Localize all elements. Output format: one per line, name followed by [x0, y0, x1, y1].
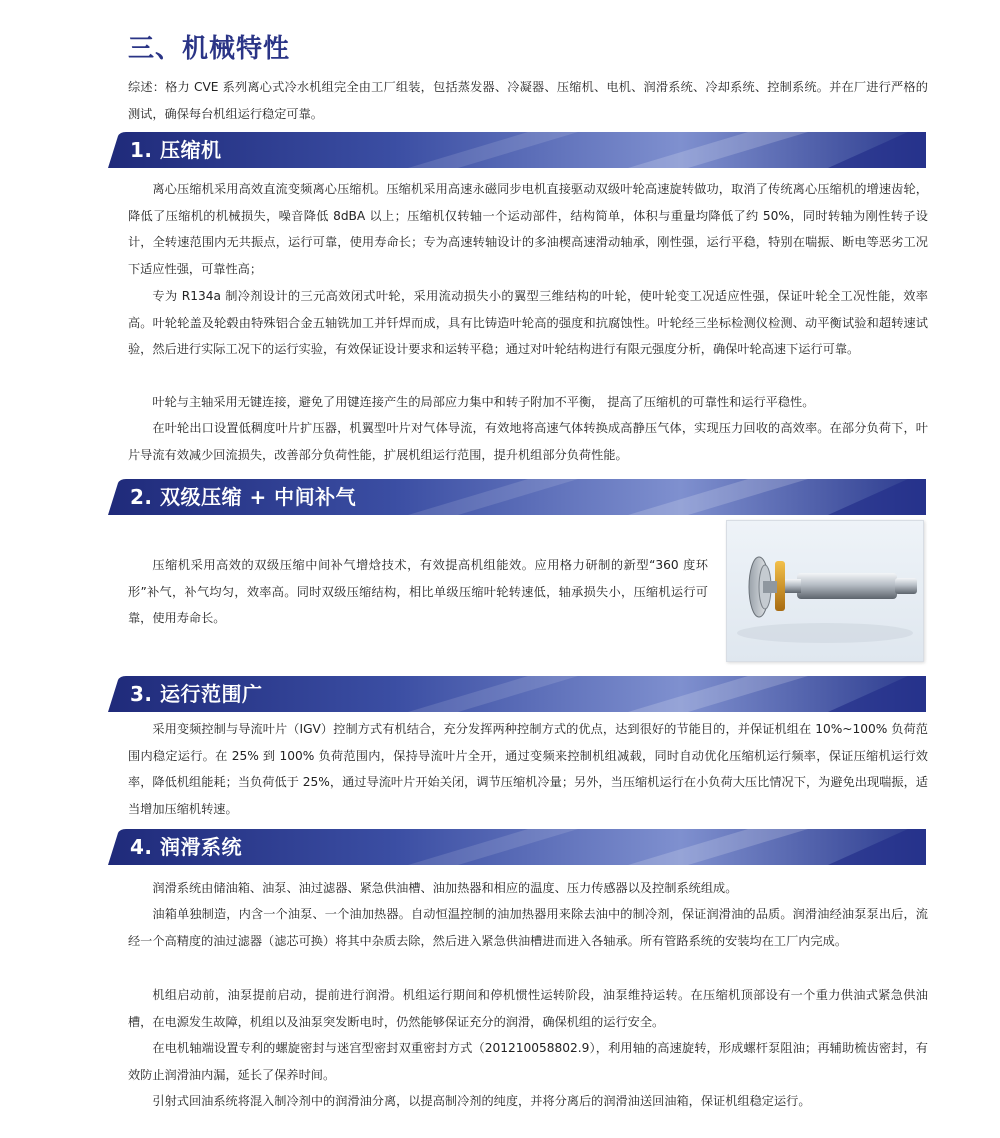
section-paragraph: 离心压缩机采用高效直流变频离心压缩机。压缩机采用高速永磁同步电机直接驱动双级叶轮高速旋转做功，取消了传统离心压缩机的增速齿轮，降低了压缩机的机械损失，噪音降低 8dBA 以上；压缩机仅转轴一个运动部件，结构简单，体积与重量均降低了约 50%，同时转轴为刚性转子设计，全转速范围内无共振点，运行可靠，使用寿命长；专为高速转轴设计的多油楔高速滑动轴承，刚性强，运行平稳，特别在喘振、断电等恶劣工况下适应性强，可靠性高； — [128, 182, 928, 276]
section-paragraph: 叶轮与主轴采用无键连接，避免了用键连接产生的局部应力集中和转子附加不平衡， 提高了压缩机的可靠性和运行平稳性。 — [152, 395, 815, 409]
section-heading: 1. 压缩机 — [130, 138, 222, 162]
section-paragraph: 专为 R134a 制冷剂设计的三元高效闭式叶轮，采用流动损失小的翼型三维结构的叶轮，使叶轮变工况适应性强，保证叶轮全工况性能，效率高。叶轮轮盖及轮毂由特殊铝合金五轴铣加工并钎焊而成，具有比铸造叶轮高的强度和抗腐蚀性。叶轮经三坐标检测仪检测、动平衡试验和超转速试验，然后进行实际工况下的运行实验，有效保证设计要求和运转平稳；通过对叶轮结构进行有限元强度分析，确保叶轮高速下运行可靠。 — [128, 289, 928, 356]
section-heading: 3. 运行范围广 — [130, 682, 263, 706]
section-paragraph: 油箱单独制造，内含一个油泵、一个油加热器。自动恒温控制的油加热器用来除去油中的制冷剂，保证润滑油的品质。润滑油经油泵泵出后，流经一个高精度的油过滤器（滤芯可换）将其中杂质去除，然后进入紧急供油槽进而进入各轴承。所有管路系统的安装均在工厂内完成。 — [128, 907, 928, 948]
section-heading: 4. 润滑系统 — [130, 835, 242, 859]
section-banner-compressor — [108, 132, 926, 168]
section-paragraph: 压缩机采用高效的双级压缩中间补气增焓技术，有效提高机组能效。应用格力研制的新型“360 度环形”补气，补气均匀，效率高。同时双级压缩结构，相比单级压缩叶轮转速低，轴承损失小，压缩机运行可靠，使用寿命长。 — [128, 558, 708, 625]
intro-paragraph: 综述：格力 CVE 系列离心式冷水机组完全由工厂组装，包括蒸发器、冷凝器、压缩机、电机、润滑系统、冷却系统、控制系统。并在厂进行严格的测试，确保每台机组运行稳定可靠。 — [128, 80, 928, 121]
compressor-rotor-image — [726, 520, 924, 662]
section-banner-lubrication — [108, 829, 926, 865]
section-paragraph: 机组启动前，油泵提前启动，提前进行润滑。机组运行期间和停机惯性运转阶段，油泵维持运转。在压缩机顶部设有一个重力供油式紧急供油槽，在电源发生故障，机组以及油泵突发断电时，仍然能够保证充分的润滑，确保机组的运行安全。 — [128, 988, 928, 1029]
section-paragraph: 润滑系统由储油箱、油泵、油过滤器、紧急供油槽、油加热器和相应的温度、压力传感器以及控制系统组成。 — [152, 881, 738, 895]
section-paragraph: 采用变频控制与导流叶片（IGV）控制方式有机结合，充分发挥两种控制方式的优点，达到很好的节能目的，并保证机组在 10%~100% 负荷范围内稳定运行。在 25% 到 100% 负荷范围内，保持导流叶片全开，通过变频来控制机组减载，同时自动优化压缩机运行频率，保证压缩机运行效率，降低机组能耗；当负荷低于 25%，通过导流叶片开始关闭，调节压缩机冷量；另外，当压缩机运行在小负荷大压比情况下，为避免出现喘振，适当增加压缩机转速。 — [128, 722, 928, 816]
section-paragraph: 在电机轴端设置专利的螺旋密封与迷宫型密封双重密封方式（201210058802.9），利用轴的高速旋转，形成螺杆泵阻油；再辅助梳齿密封，有效防止润滑油内漏，延长了保养时间。 — [128, 1041, 928, 1082]
banner-background — [108, 132, 926, 168]
section-paragraph: 在叶轮出口设置低稠度叶片扩压器，机翼型叶片对气体导流，有效地将高速气体转换成高静压气体，实现压力回收的高效率。在部分负荷下，叶片导流有效减少回流损失，改善部分负荷性能，扩展机组运行范围，提升机组部分负荷性能。 — [128, 421, 928, 462]
section-banner-operating-range — [108, 676, 926, 712]
page-title: 三、机械特性 — [128, 34, 291, 64]
section-heading: 2. 双级压缩 + 中间补气 — [130, 485, 357, 509]
section-banner-two-stage — [108, 479, 926, 515]
section-paragraph: 引射式回油系统将混入制冷剂中的润滑油分离，以提高制冷剂的纯度，并将分离后的润滑油送回油箱，保证机组稳定运行。 — [152, 1094, 811, 1108]
